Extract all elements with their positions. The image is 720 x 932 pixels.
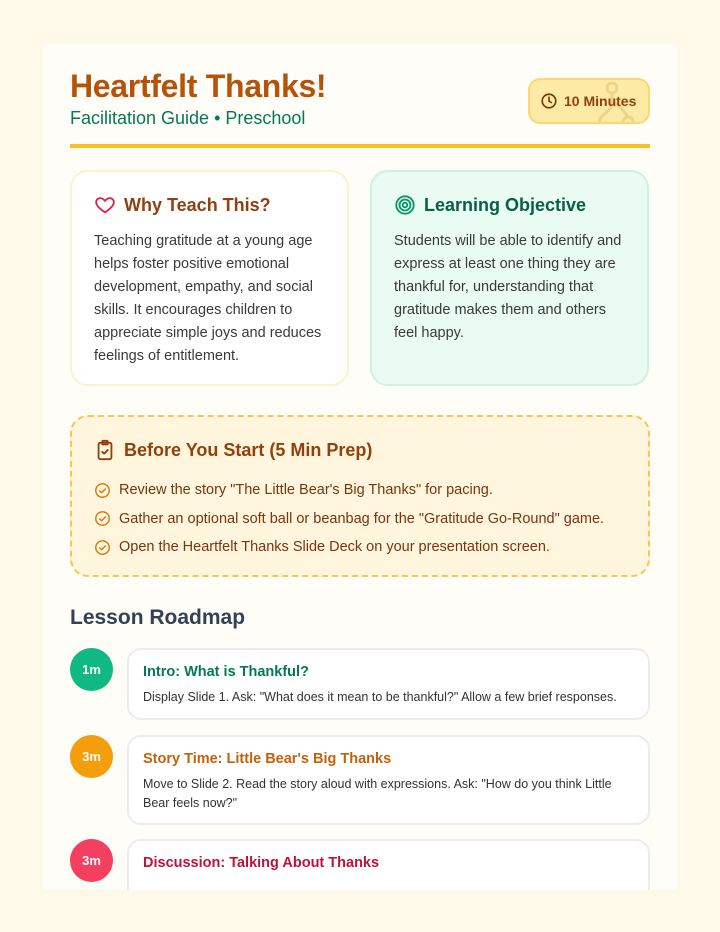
target-icon: [394, 194, 416, 216]
step-time-badge: 1m: [70, 648, 113, 691]
prep-item: [94, 505, 626, 534]
prep-item: [94, 476, 626, 505]
roadmap-title: Lesson Roadmap: [70, 606, 246, 629]
prep-title: Before You Start (5 Min Prep): [124, 439, 373, 460]
step-time-badge: 3m: [70, 735, 113, 778]
prep-item-text: Gather an optional soft ball or beanbag for the "Gratitude Go-Round" game.: [119, 510, 605, 527]
prep-item-text: Open the Heartfelt Thanks Slide Deck on your presentation screen.: [119, 539, 550, 556]
step-title: Story Time: Little Bear's Big Thanks: [143, 751, 392, 767]
prep-item-text: Review the story "The Little Bear's Big Thanks" for pacing.: [119, 482, 493, 499]
step-card: [127, 839, 650, 890]
clipboard-check-icon: [94, 439, 116, 461]
page-title: Heartfelt Thanks!: [70, 68, 327, 104]
header: [70, 66, 650, 148]
step-time-badge: 3m: [70, 839, 113, 882]
clock-icon: [540, 92, 558, 110]
step-title: Discussion: Talking About Thanks: [143, 855, 380, 871]
why-teach-card: [70, 170, 349, 386]
step-body: Move to Slide 2. Read the story aloud with expressions. Ask: "How do you think Little Bear feels now?": [143, 777, 612, 810]
duration-badge: [528, 78, 650, 124]
step-title: Intro: What is Thankful?: [143, 664, 309, 680]
why-teach-body: Teaching gratitude at a young age helps foster positive emotional development, empathy, and social skills. It encourages children to appreciate simple joys and reduces feelings of entitlement.: [94, 233, 322, 364]
check-circle-icon: [94, 482, 111, 499]
prep-heading: [94, 439, 626, 461]
duration-label: 10 Minutes: [564, 93, 637, 109]
heart-icon: [94, 194, 116, 216]
learning-objective-card: [370, 170, 649, 386]
learning-objective-title: Learning Objective: [424, 194, 587, 215]
check-circle-icon: [94, 539, 111, 556]
lesson-guide-page: [43, 44, 677, 890]
prep-list: [94, 476, 626, 562]
step-card: [127, 648, 650, 720]
why-teach-title: Why Teach This?: [124, 194, 271, 215]
step-card: [127, 735, 650, 825]
learning-objective-heading: [394, 194, 625, 216]
check-circle-icon: [94, 510, 111, 527]
prep-item: [94, 533, 626, 562]
learning-objective-body: Students will be able to identify and express at least one thing they are thankful for, understanding that gratitude makes them and others feel happy.: [394, 233, 622, 341]
prep-checklist: [70, 415, 650, 577]
step-body: Display Slide 1. Ask: "What does it mean to be thankful?" Allow a few brief responses.: [143, 690, 617, 704]
page-subtitle: Facilitation Guide • Preschool: [70, 108, 306, 128]
why-teach-heading: [94, 194, 325, 216]
